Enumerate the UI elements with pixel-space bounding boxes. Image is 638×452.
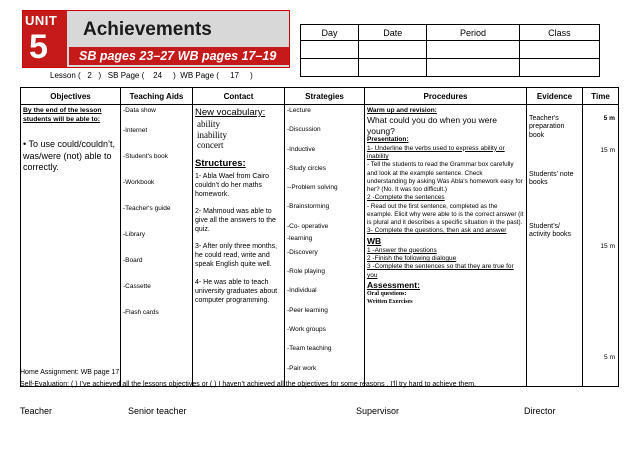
vocab-word: inability [197, 129, 227, 140]
unit-banner [22, 10, 290, 68]
period-header: Period [427, 25, 519, 41]
structure-item: 1- Abla Wael from Cairo couldn’t do her maths homework. [195, 172, 270, 198]
strategy-item: -learning [287, 234, 313, 242]
strategy-item: -Pair work [287, 364, 317, 372]
time-header: Time [583, 88, 619, 105]
presentation-heading: Presentation: [367, 136, 409, 144]
written-exercises: Written Exercises [367, 298, 413, 305]
vocab-word: ability [197, 119, 220, 130]
assessment-heading: Assessment: [367, 280, 420, 291]
strategy-item: -Role playing [287, 268, 325, 276]
aid-item: -Cassette [123, 283, 151, 290]
unit-number: 5 [29, 28, 48, 66]
step-1-text: - Tell the students to read the Grammar box carefully and look at the example sentence. Check understanding by asking Was Abla's homework easy for her? (No. It was too difficult.) [367, 161, 523, 193]
strategy-item: -Brainstorming [287, 203, 330, 211]
strategy-item: -Inductive [287, 145, 316, 153]
aid-item: -Workbook [123, 179, 155, 186]
strategy-item: --Problem solving [287, 184, 338, 192]
structure-item: 2- Mahmoud was able to give all the answers to the quiz. [195, 208, 276, 234]
strategy-item: -Lecture [287, 107, 311, 114]
teaching-aids-cell [121, 105, 193, 387]
signature-senior-teacher: Senior teacher [128, 406, 187, 416]
teaching-aids-header: Teaching Aids [121, 88, 193, 105]
aid-item: -Data show [123, 107, 156, 114]
structures-title: Structures: [195, 158, 246, 170]
date-header: Date [359, 25, 427, 41]
time-item: 15 m [600, 243, 615, 250]
strategy-item: -Discussion [287, 126, 321, 134]
lesson-plan-table [20, 87, 619, 387]
vocab-list [197, 119, 282, 150]
home-assignment: Home Assignment: WB page 17 [20, 369, 120, 376]
time-cell [583, 105, 619, 387]
strategy-item: -Individual [287, 287, 317, 295]
wb-heading: WB [367, 235, 382, 246]
wb-task: 1 -Answer the questions [367, 246, 437, 254]
strategy-item: -Discovery [287, 248, 318, 256]
evidence-item: Students’ note books [529, 171, 574, 187]
objectives-header: Objectives [21, 88, 121, 105]
contact-header: Contact [193, 88, 285, 105]
time-item: 5 m [603, 115, 615, 122]
time-item: 15 m [600, 147, 615, 154]
procedures-header: Procedures [365, 88, 527, 105]
day-header: Day [301, 25, 359, 41]
signature-supervisor: Supervisor [356, 406, 400, 416]
date-cell[interactable] [359, 41, 427, 59]
unit-pages: SB pages 23–27 WB pages 17–19 [69, 47, 290, 65]
day-cell[interactable] [301, 41, 359, 59]
strategy-item: -Co- operative [287, 222, 329, 230]
oral-questions: Oral questions: [367, 291, 407, 298]
wb-task: 2 -Finish the following dialogue [367, 255, 457, 263]
aid-item: -Library [123, 231, 146, 238]
period-cell[interactable] [427, 59, 519, 77]
signature-teacher: Teacher [20, 406, 53, 416]
self-evaluation: Self-Evaluation: ( ) I’ve achieved all the lessons objectives or ( ) I haven’t achieved all the objectives for some reasons . I’ll try hard to achieve them. [20, 381, 476, 388]
period-cell[interactable] [427, 41, 519, 59]
step-2-heading: 2 -Complete the sentences [367, 194, 445, 202]
objectives-text: • To use could/couldn’t, was/were (not) able to correctly. [23, 138, 116, 173]
date-cell[interactable] [359, 59, 427, 77]
vocab-title: New vocabulary: [195, 107, 266, 118]
class-header: Class [519, 25, 599, 41]
strategy-item: -Work groups [287, 325, 326, 333]
class-cell[interactable] [519, 59, 599, 77]
day-table [300, 24, 600, 77]
strategies-header: Strategies [285, 88, 365, 105]
aid-item: -Teacher's guide [123, 205, 171, 212]
strategy-item: -Peer learning [287, 306, 328, 314]
aid-item: -Board [123, 257, 143, 264]
objectives-heading: By the end of the lesson students will be able to: [23, 107, 102, 123]
class-cell[interactable] [519, 41, 599, 59]
structure-item: 3- After only three months, he could read, write and speak English quite well. [195, 243, 278, 269]
strategy-item: -Team teaching [287, 345, 332, 353]
evidence-item: Student’s/ activity books [529, 223, 572, 239]
unit-label: UNIT [25, 13, 58, 28]
time-item: 5 m [604, 354, 615, 361]
evidence-item: Teacher's preparation book [529, 115, 565, 139]
step-2-text: - Read out the first sentence, completed as the example. Elicit why were able to is the correct answer (it is plural and it describes a specific situation in the past). [367, 202, 524, 226]
lesson-line: Lesson ( 2 ) SB Page ( 24 ) WB Page ( 17 ) [50, 71, 253, 80]
strategies-cell [285, 105, 365, 387]
procedures-cell [365, 105, 527, 387]
warm-up-heading: Warm up and revision: [367, 107, 437, 114]
structure-item: 4- He was able to teach university graduates about computer programming. [195, 278, 278, 304]
warm-up-question: What could you do when you were young? [367, 115, 497, 136]
aid-item: -Flash cards [123, 309, 159, 316]
aid-item: -Internet [123, 127, 148, 134]
vocab-word: concert [197, 140, 224, 151]
step-1-heading: 1- Underline the verbs used to express ability or inability [367, 144, 505, 161]
day-cell[interactable] [301, 59, 359, 77]
signature-director: Director [524, 406, 556, 416]
strategy-item: -Study circles [287, 164, 327, 172]
wb-task: 3 -Complete the sentences so that they are true for you [367, 263, 514, 279]
aid-item: -Student's book [123, 153, 168, 160]
unit-title: Achievements [83, 19, 212, 40]
evidence-header: Evidence [527, 88, 583, 105]
step-3-heading: 3- Complete the questions, then ask and answer [367, 227, 507, 235]
contact-cell [193, 105, 285, 387]
evidence-cell [527, 105, 583, 387]
objectives-cell [21, 105, 121, 387]
